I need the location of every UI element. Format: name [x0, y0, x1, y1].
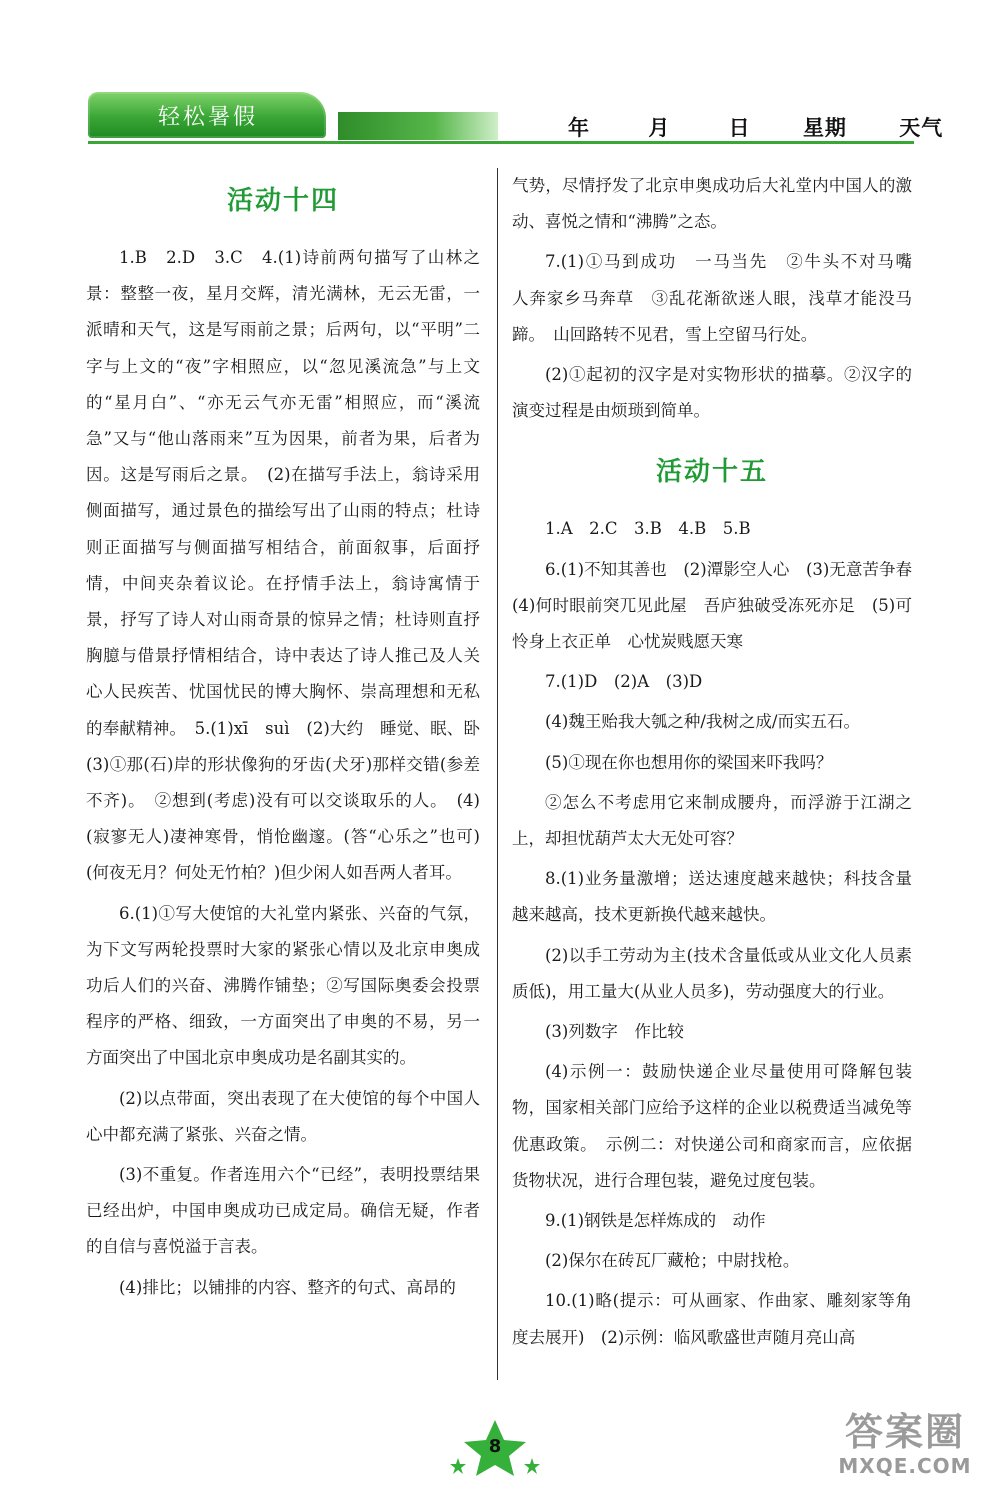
section-title-14: 活动十四 [226, 186, 339, 216]
answer-paragraph: 7.(1)①马到成功 一马当先 ②牛头不对马嘴 人奔家乡马奔草 ③乱花渐欲迷人眼，浅草才能没马蹄。 山回路转不见君，雪上空留马行处。 [512, 252, 929, 344]
watermark-url: MXQE.COM [838, 1454, 972, 1478]
answer-paragraph: 1.B 2.D 3.C 4.(1)诗前两句描写了山林之景：整整一夜，星月交辉，清光满林，无云无雷，一派晴和天气，这是写雨前之景；后两句，以“平明”二字与上文的“夜”字相照应，以“忽见溪流急”与上文的“星月白”、“亦无云气亦无雷”相照应，而“溪流急”又与“他山落雨来”互为因果，前者为果，后者为因。这是写雨后之景。 (2)在描写手法上，翁诗采用侧面描写，通过景色的描绘写出了山雨的特点；杜诗则正面描写与侧面描写相结合，前面叙事，后面抒情，中间夹杂着议论。在抒情手法上，翁诗寓情于景，抒写了诗人对山雨奇景的惊异之情；杜诗则直抒胸臆与借景抒情相结合，诗中表达了诗人推己及人关心人民疾苦、忧国忧民的博大胸怀、崇高理想和无私的奉献精神。 5.(1)xī suì (2)大约 睡觉、眠、卧 (3)①那(石)岸的形状像狗的牙齿(犬牙)那样交错(参差不齐)。 ②想到(考虑)没有可以交谈取乐的人。 (4)(寂寥无人)凄神寒骨，悄怆幽邃。(答“心乐之”也可) (何夜无月？何处无竹柏？)但少闲人如吾两人者耳。 [86, 248, 497, 883]
left-column [86, 178, 497, 1306]
answer-paragraph: 1.A 2.C 3.B 4.B 5.B [545, 519, 751, 539]
watermark-title: 答案圈 [844, 1410, 965, 1454]
answer-paragraph: (2)以手工劳动为主(技术含量低或从业文化人员素质低)，用工量大(从业人员多)，劳动强度大的行业。 [512, 945, 912, 1001]
answer-paragraph: (5)①现在你也想用你的梁国来吓我吗？ [545, 752, 833, 772]
answer-paragraph: (4)魏王贻我大瓠之种/我树之成/而实五石。 [545, 712, 860, 732]
answer-paragraph: 6.(1)①写大使馆的大礼堂内紧张、兴奋的气氛，为下文写两轮投票时大家的紧张心情以及北京申奥成功后人们的兴奋、沸腾作铺垫；②写国际奥委会投票程序的严格、细致，一方面突出了申奥的不易，另一方面突出了中国北京申奥成功是名副其实的。 [86, 903, 480, 1068]
answer-paragraph: 9.(1)钢铁是怎样炼成的 动作 [545, 1211, 766, 1231]
date-fields [568, 112, 943, 142]
column-divider [497, 168, 498, 1380]
answer-paragraph: 7.(1)D (2)A (3)D [545, 672, 703, 692]
page-header [0, 0, 1000, 160]
answer-paragraph: (3)列数字 作比较 [545, 1022, 684, 1042]
answer-paragraph: (4)排比；以铺排的内容、整齐的句式、高昂的 [119, 1277, 456, 1297]
answer-paragraph: (2)以点带面，突出表现了在大使馆的每个中国人心中都充满了紧张、兴奋之情。 [86, 1088, 480, 1144]
answer-paragraph: (3)不重复。作者连用六个“已经”，表明投票结果已经出炉，中国申奥成功已成定局。确信无疑，作者的自信与喜悦溢于言表。 [86, 1165, 480, 1257]
answer-paragraph: 8.(1)业务量激增；送达速度越来越快；科技含量越来越高，技术更新换代越来越快。 [512, 869, 912, 925]
date-field-weekday: 星期 [802, 116, 847, 140]
date-field-weather: 天气 [899, 116, 944, 140]
answer-paragraph: 10.(1)略(提示：可从画家、作曲家、雕刻家等角度去展开) (2)示例：临风歌盛世声随月亮山高 [512, 1291, 912, 1347]
date-field-year: 年 [568, 116, 590, 140]
right-column [512, 168, 929, 1356]
page-number-badge [450, 1418, 540, 1478]
answer-paragraph: (2)保尔在砖瓦厂藏枪；中尉找枪。 [545, 1251, 800, 1271]
brand-title: 轻松暑假 [158, 105, 259, 130]
header-decor-band [338, 112, 498, 140]
answer-paragraph: ②怎么不考虑用它来制成腰舟，而浮游于江湖之上，却担忧葫芦太大无处可容？ [512, 792, 912, 849]
brand-tab [88, 92, 326, 138]
date-field-day: 日 [728, 116, 751, 140]
header-rule [88, 141, 914, 144]
page-number: 8 [488, 1436, 502, 1457]
section-title-15: 活动十五 [655, 457, 768, 488]
answer-paragraph: 6.(1)不知其善也 (2)潭影空人心 (3)无意苦争春 (4)何时眼前突兀见此屋 吾庐独破受冻死亦足 (5)可怜身上衣正单 心忧炭贱愿天寒 [512, 559, 929, 652]
answer-paragraph: (4)示例一：鼓励快递企业尽量使用可降解包装物，国家相关部门应给予这样的企业以税费适当减免等优惠政策。 示例二：对快递公司和商家而言，应依据货物状况，进行合理包装，避免过度包装。 [512, 1062, 912, 1190]
answer-paragraph: (2)①起初的汉字是对实物形状的描摹。②汉字的演变过程是由烦琐到简单。 [512, 365, 912, 421]
watermark-logo [820, 1410, 990, 1484]
date-field-month: 月 [648, 116, 671, 140]
continued-paragraph: 气势，尽情抒发了北京申奥成功后大礼堂内中国人的激动、喜悦之情和“沸腾”之态。 [512, 176, 912, 232]
